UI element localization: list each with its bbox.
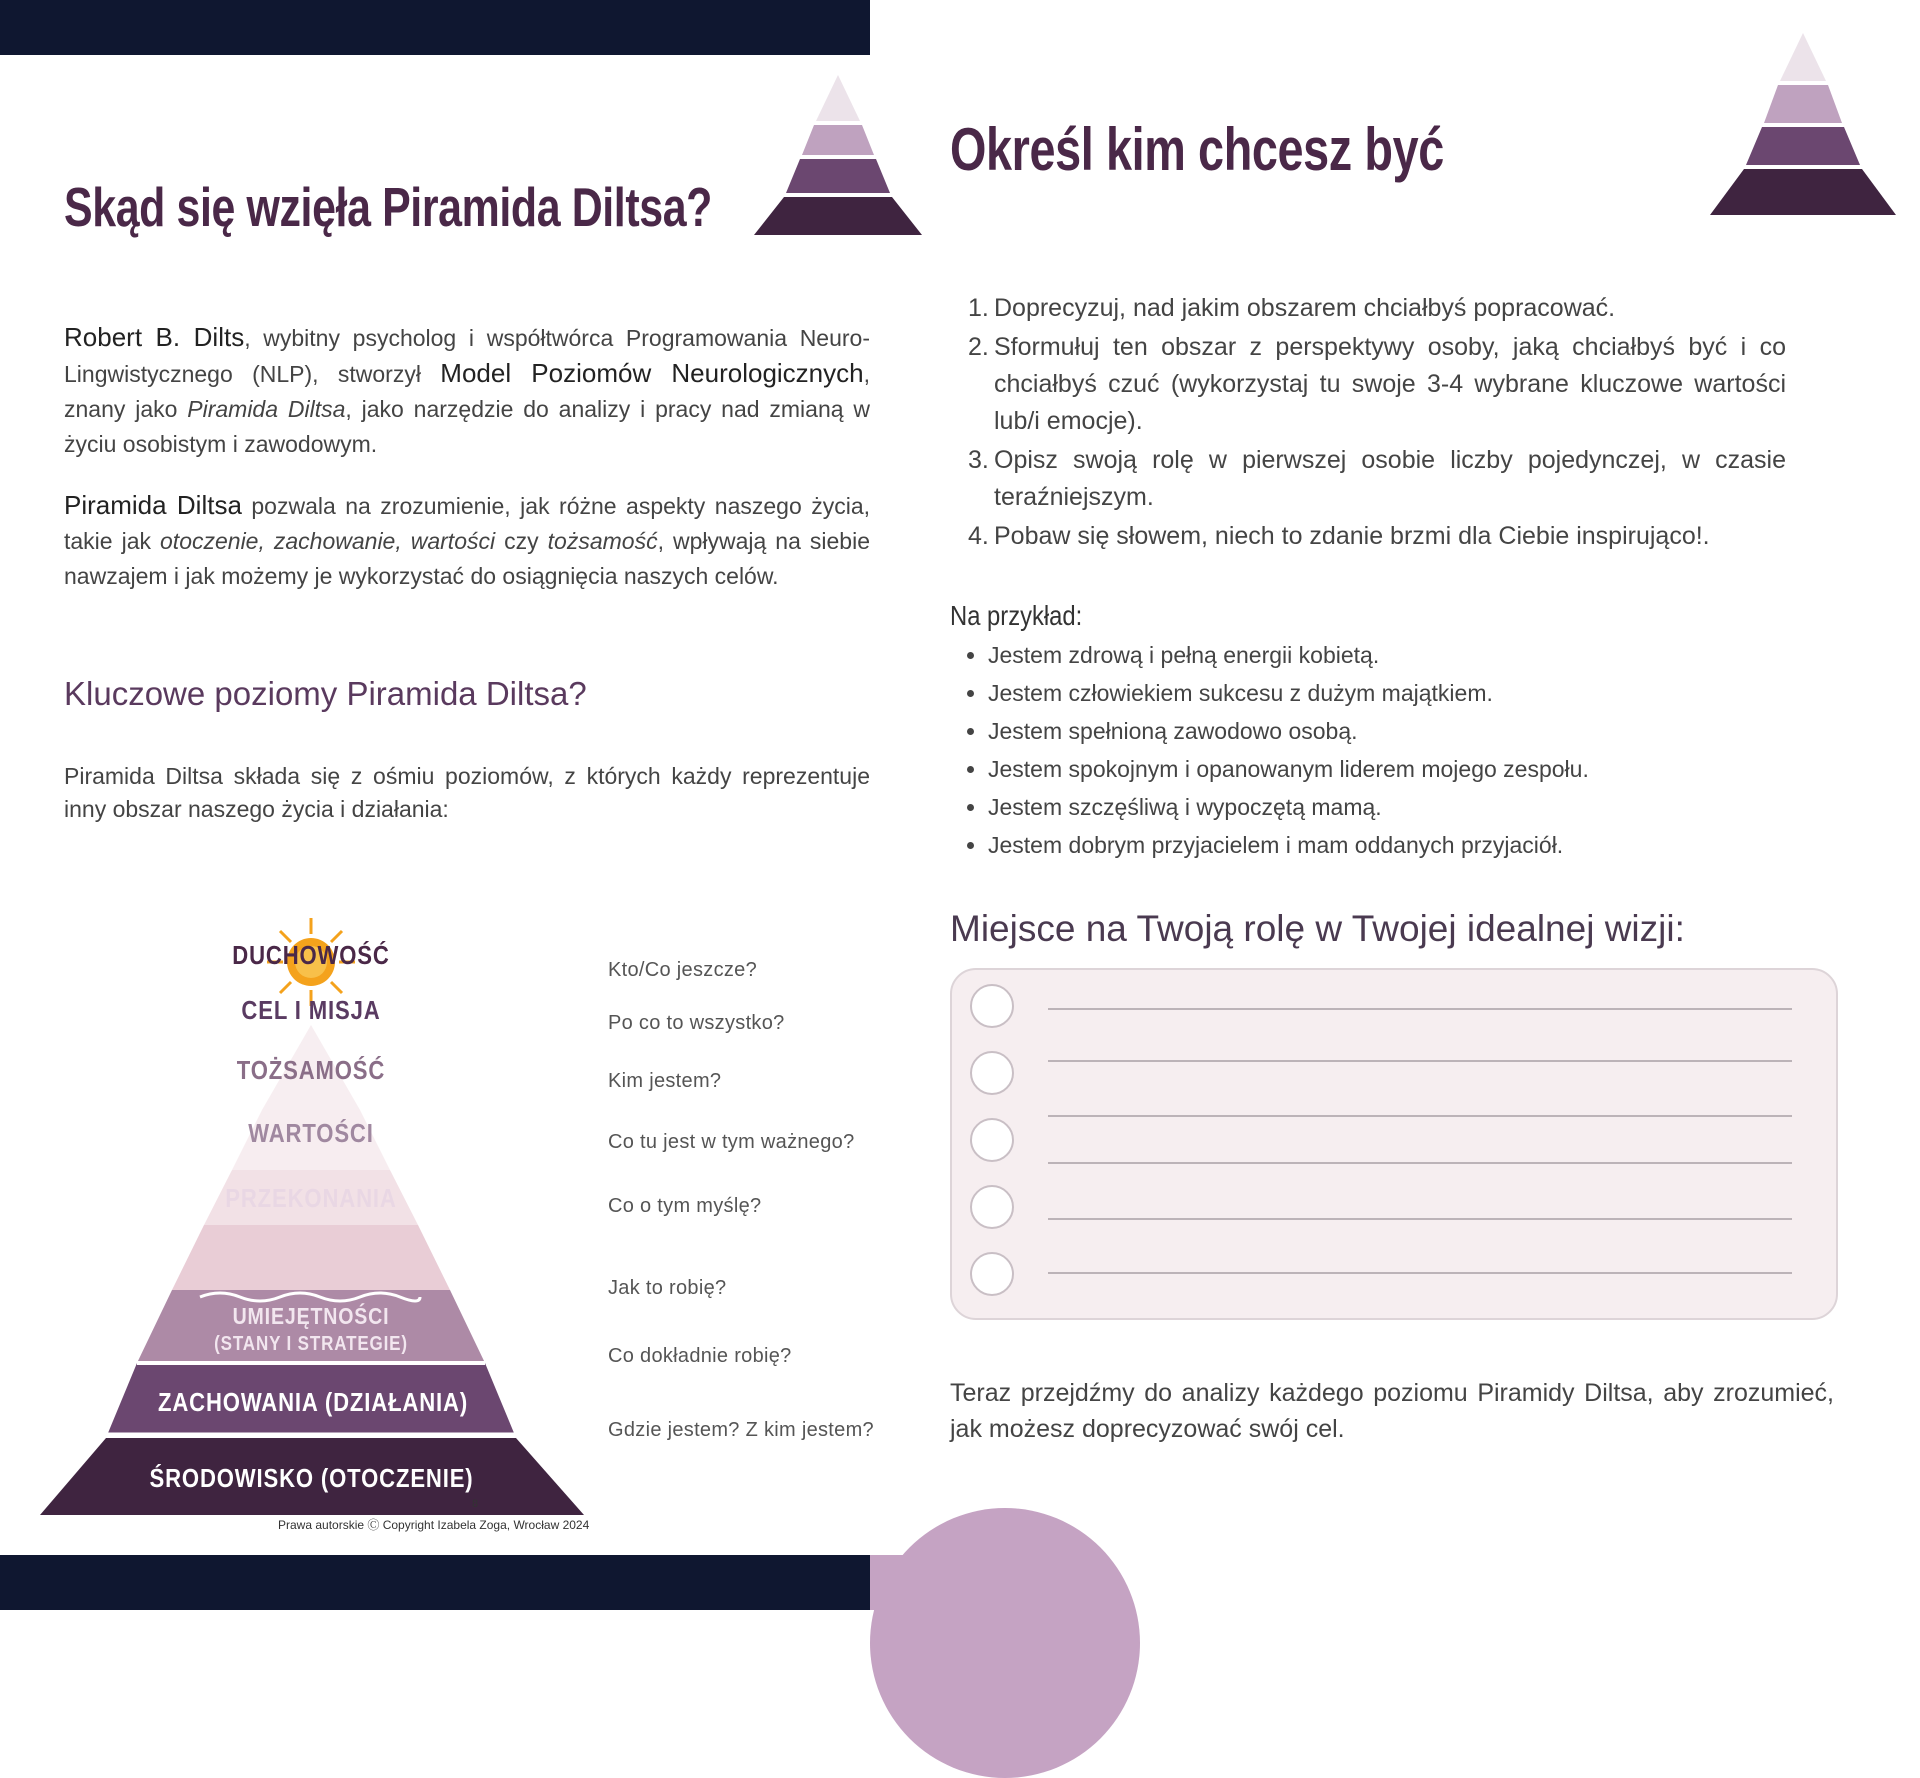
example-heading: Na przykład:	[950, 600, 1083, 631]
space-heading: Miejsce na Twoją rolę w Twojej idealnej wizji:	[950, 908, 1685, 949]
level-label-stany-i-strategie: (STANY I STRATEGIE)	[214, 1333, 408, 1355]
write-line[interactable]	[1048, 1115, 1792, 1117]
checkbox-circle[interactable]	[970, 1051, 1014, 1095]
level-question: Jak to robię?	[608, 1277, 727, 1299]
checkbox-circle[interactable]	[970, 1185, 1014, 1229]
write-line[interactable]	[1048, 1060, 1792, 1062]
left-page	[0, 55, 950, 1555]
list-item: 4. Pobaw się słowem, niech to zdanie brzmi dla Ciebie inspirująco!.	[968, 522, 1710, 550]
list-item: 1. Doprecyzuj, nad jakim obszarem chciałbyś popracować.	[968, 294, 1616, 322]
level-label-srodowisko: ŚRODOWISKO (OTOCZENIE)	[149, 1463, 474, 1493]
page-number: 8	[472, 1498, 479, 1510]
write-line[interactable]	[1048, 1008, 1792, 1010]
list-item: • Jestem spokojnym i opanowanym liderem mojego zespołu.	[988, 750, 1788, 788]
level-label-cel-i-misja: CEL I MISJA	[241, 995, 381, 1025]
copyright-footer: Prawa autorskie Ⓒ Copyright Izabela Zoga, Wrocław 2024	[278, 1518, 590, 1532]
steps-list	[968, 290, 1786, 557]
list-item: • Jestem zdrową i pełną energii kobietą.	[988, 636, 1788, 674]
level-label-przekonania: PRZEKONANIA	[225, 1183, 397, 1213]
levels-intro-paragraph: Piramida Diltsa składa się z ośmiu poziomów, z których każdy reprezentuje inny obszar naszego życia i działania:	[64, 763, 870, 822]
checkbox-circle[interactable]	[970, 984, 1014, 1028]
write-line[interactable]	[1048, 1162, 1792, 1164]
list-item: 2. Sformułuj ten obszar z perspektywy osoby, jaką chciałbyś być i co chciałbyś czuć (wykorzystaj tu swoje 3-4 wybrane kluczowe wartości lub/i emocje).	[968, 333, 1786, 435]
bottom-dark-band	[0, 1555, 870, 1610]
level-label-tozsamosc: TOŻSAMOŚĆ	[236, 1055, 386, 1085]
list-item: • Jestem człowiekiem sukcesu z dużym majątkiem.	[988, 674, 1788, 712]
pyramid-logo-icon	[752, 75, 924, 240]
level-label-wartosci: WARTOŚCI	[248, 1118, 374, 1148]
top-dark-band	[0, 0, 870, 55]
section-subheading: Kluczowe poziomy Piramida Diltsa?	[64, 675, 587, 712]
level-question: Co o tym myślę?	[608, 1195, 762, 1217]
list-item: • Jestem dobrym przyjacielem i mam oddanych przyjaciół.	[988, 826, 1788, 864]
level-label-umiejetnosci: UMIEJĘTNOŚCI	[232, 1303, 390, 1329]
level-question: Co tu jest w tym ważnego?	[608, 1131, 855, 1153]
examples-list	[960, 636, 1788, 864]
page-title: Określ kim chcesz być	[950, 116, 1444, 183]
page-title: Skąd się wzięła Piramida Diltsa?	[64, 176, 712, 238]
checkbox-circle[interactable]	[970, 1118, 1014, 1162]
level-label-duchowosc: DUCHOWOŚĆ	[232, 940, 390, 970]
level-question: Kim jestem?	[608, 1070, 722, 1092]
diltsa-paragraph: Piramida Diltsa pozwala na zrozumienie, jak różne aspekty naszego życia, takie jak otoczenie, zachowanie, wartości czy tożsamość, wpływają na siebie nawzajem i jak możemy je wykorzystać do osiągnięcia naszych celów.	[64, 490, 870, 589]
level-question: Po co to wszystko?	[608, 1012, 785, 1034]
write-line[interactable]	[1048, 1272, 1792, 1274]
list-item: • Jestem spełnioną zawodowo osobą.	[988, 712, 1788, 750]
level-label-zachowania: ZACHOWANIA (DZIAŁANIA)	[158, 1387, 469, 1417]
write-line[interactable]	[1048, 1218, 1792, 1220]
checkbox-circle[interactable]	[970, 1252, 1014, 1296]
list-item: • Jestem szczęśliwą i wypoczętą mamą.	[988, 788, 1788, 826]
vision-writing-box	[950, 968, 1838, 1320]
closing-paragraph: Teraz przejdźmy do analizy każdego poziomu Piramidy Diltsa, aby zrozumieć, jak możesz doprecyzować swój cel.	[950, 1379, 1834, 1443]
pyramid-logo-icon	[1708, 33, 1898, 218]
level-question: Gdzie jestem? Z kim jestem?	[608, 1419, 874, 1441]
intro-paragraph: Robert B. Dilts, wybitny psycholog i współtwórca Programowania Neuro-Lingwistycznego (NLP), stworzył Model Poziomów Neurologicznych, znany jako Piramida Diltsa, jako narzędzie do analizy i pracy nad zmianą w życiu osobistym i zawodowym.	[64, 322, 870, 457]
right-page	[950, 0, 1920, 1610]
list-item: 3. Opisz swoją rolę w pierwszej osobie liczby pojedynczej, w czasie teraźniejszym.	[968, 446, 1786, 511]
level-question: Co dokładnie robię?	[608, 1345, 792, 1367]
decorative-mauve-fill	[870, 1555, 950, 1610]
level-question: Kto/Co jeszcze?	[608, 959, 758, 981]
